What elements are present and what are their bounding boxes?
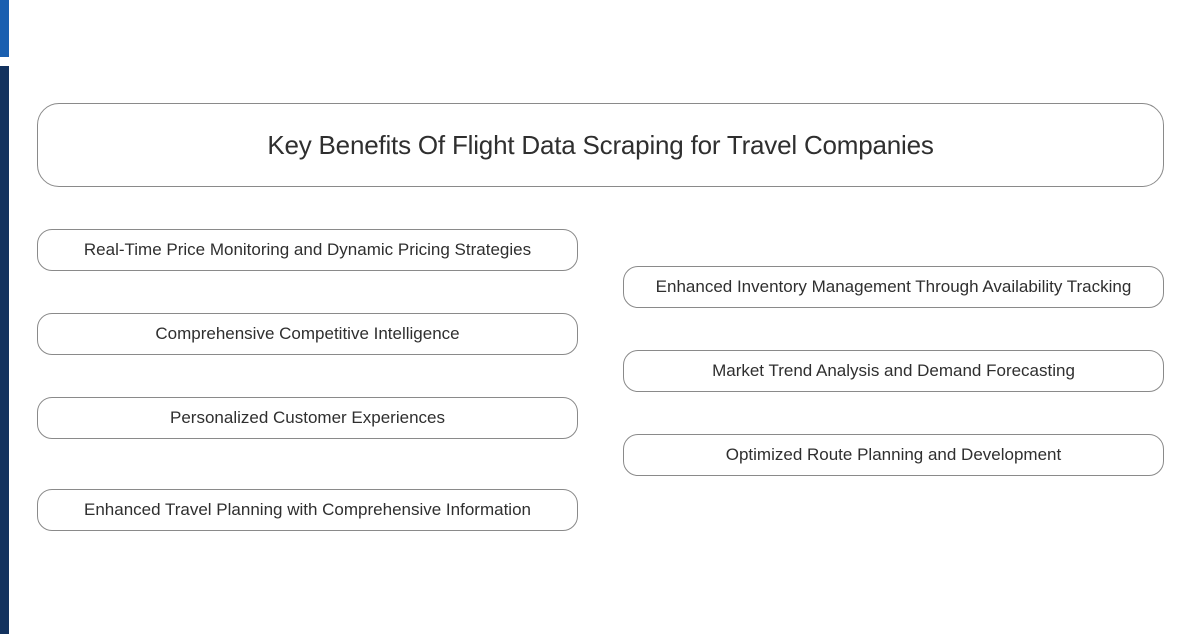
- benefit-personalized-experiences: Personalized Customer Experiences: [37, 397, 578, 439]
- benefit-inventory-management: Enhanced Inventory Management Through Availability Tracking: [623, 266, 1164, 308]
- accent-bar-side: [0, 66, 9, 634]
- benefit-real-time-price-monitoring: Real-Time Price Monitoring and Dynamic Pricing Strategies: [37, 229, 578, 271]
- benefit-market-trend-analysis: Market Trend Analysis and Demand Forecasting: [623, 350, 1164, 392]
- diagram-title: Key Benefits Of Flight Data Scraping for Travel Companies: [37, 103, 1164, 187]
- benefit-enhanced-travel-planning: Enhanced Travel Planning with Comprehensive Information: [37, 489, 578, 531]
- accent-bar-top: [0, 0, 9, 57]
- benefit-competitive-intelligence: Comprehensive Competitive Intelligence: [37, 313, 578, 355]
- benefit-route-planning: Optimized Route Planning and Development: [623, 434, 1164, 476]
